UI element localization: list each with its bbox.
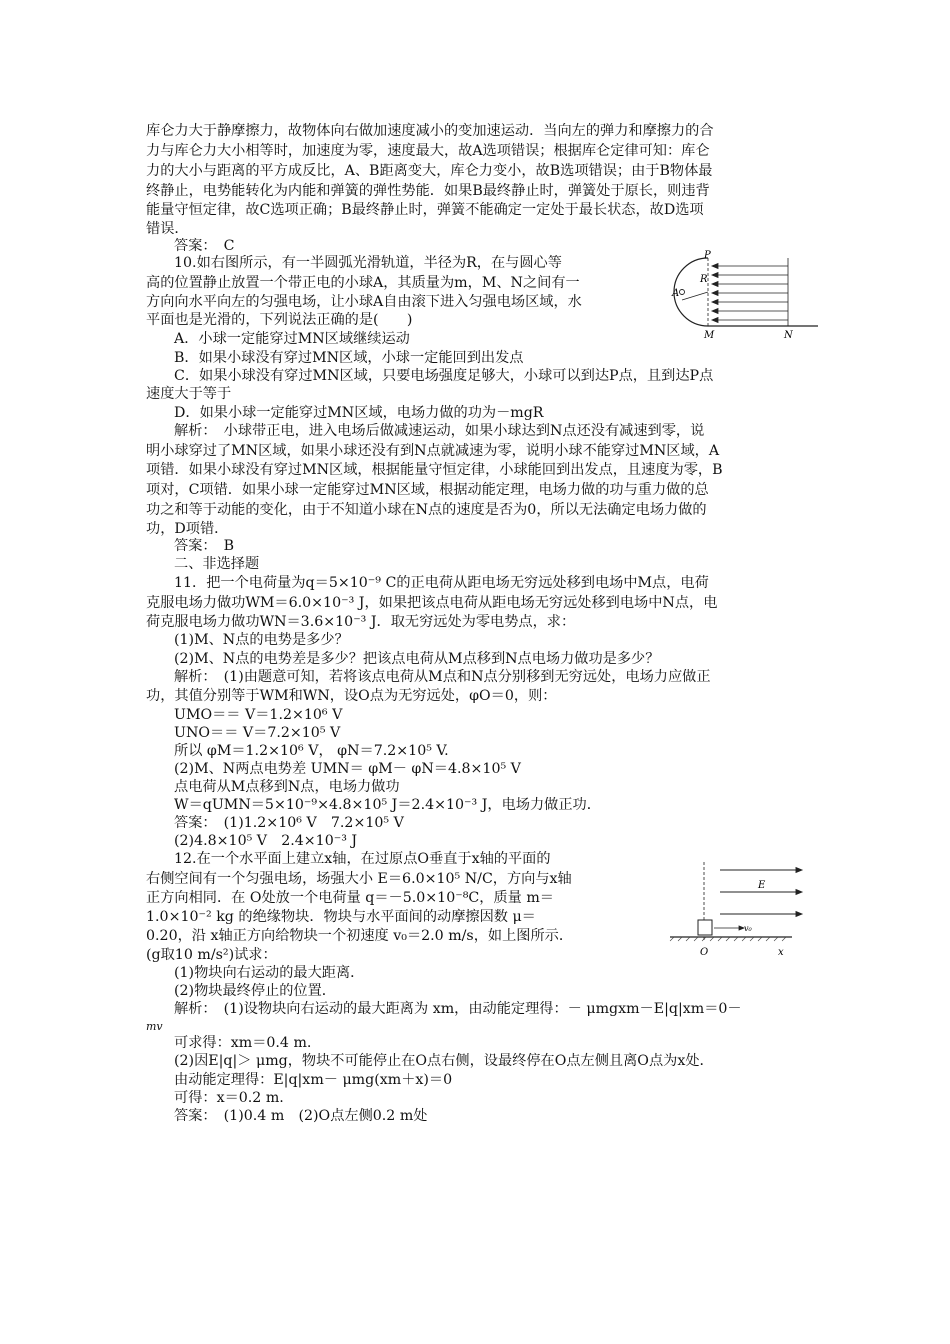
formula-line: UNO＝＝ V＝7.2×10⁵ V <box>174 725 341 741</box>
label-r: R <box>700 274 708 285</box>
text-line: 终静止，电势能转化为内能和弹簧的弹性势能．如果B最终静止时，弹簧处于原长，则违背 <box>146 183 710 199</box>
question-11: 11．把一个电荷量为q＝5×10⁻⁹ C的正电荷从距电场无穷远处移到电场中M点，电荷 <box>174 575 709 591</box>
analysis-line: 解析： (1)由题意可知，若将该点电荷从M点和N点分别移到无穷远处，电场力应做正 <box>174 669 711 685</box>
text-line: (g取10 m/s²)试求： <box>146 947 277 963</box>
velocity-arrow <box>714 926 744 930</box>
text-line: 能量守恒定律，故C选项正确；B最终静止时，弹簧不能确定一定处于最长状态，故D选项 <box>146 202 704 218</box>
answer-line: 答案： B <box>174 538 235 554</box>
field-lines-right <box>720 868 802 917</box>
text-line: 右侧空间有一个匀强电场，场强大小 E＝6.0×10⁵ N/C，方向与x轴 <box>146 871 572 887</box>
text-line: 功之和等于动能的变化，由于不知道小球在N点的速度是否为0，所以无法确定电场力做的 <box>146 502 707 518</box>
text-line: 项错．如果小球没有穿过MN区域，根据能量守恒定律，小球能回到出发点，且速度为零，B <box>146 462 723 478</box>
text-line: 库仑力大于静摩擦力，故物体向右做加速度减小的变加速运动．当向左的弹力和摩擦力的合 <box>146 123 714 139</box>
text-line: 错误． <box>146 221 189 237</box>
text-line: 高的位置静止放置一个带正电的小球A，其质量为m，M、N之间有一 <box>146 275 580 291</box>
formula-fragment: mv <box>146 1020 163 1033</box>
block <box>698 920 712 935</box>
option-c: C．如果小球没有穿过MN区域，只要电场强度足够大，小球可以到达P点，且到达P点 <box>174 368 714 384</box>
text-line: 速度大于等于 <box>146 386 232 402</box>
analysis-line: 解析： (1)设物块向右运动的最大距离为 xm，由动能定理得：－ μmgxm－E|q|xm＝0－ <box>174 1001 742 1017</box>
block-field-figure <box>668 858 818 960</box>
text-line: 点电荷从M点移到N点，电场力做功 <box>174 779 400 795</box>
formula-line: (2)M、N两点电势差 UMN＝ φM－ φN＝4.8×10⁵ V <box>174 761 521 777</box>
text-line: 项对，C项错．如果小球一定能穿过MN区域，根据动能定理，电场力做的功与重力做的总 <box>146 482 709 498</box>
answer-line: 答案： C <box>174 238 235 254</box>
text-line: 功，D项错． <box>146 521 229 537</box>
text-line: 平面也是光滑的，下列说法正确的是( ) <box>146 312 413 328</box>
question-10: 10.如右图所示，有一半圆弧光滑轨道，半径为R，在与圆心等 <box>174 255 562 271</box>
field-lines-left <box>712 264 788 323</box>
radius-line <box>682 292 708 300</box>
formula-line: UMO＝＝ V＝1.2×10⁶ V <box>174 707 343 723</box>
option-d: D．如果小球一定能穿过MN区域，电场力做的功为－mgR <box>174 405 544 421</box>
text-line: 荷克服电场力做功WN＝3.6×10⁻³ J．取无穷远处为零电势点，求： <box>146 614 576 630</box>
ball-a <box>680 290 685 295</box>
label-n: N <box>784 330 793 341</box>
text-line: 可得：x＝0.2 m. <box>174 1090 284 1106</box>
option-a: A．小球一定能穿过MN区域继续运动 <box>174 331 410 347</box>
text-line: 0.20，沿 x轴正方向给物块一个初速度 v₀＝2.0 m/s，如上图所示． <box>146 928 574 944</box>
label-x: x <box>778 947 784 958</box>
text-line: 功，其值分别等于WM和WN，设O点为无穷远处，φO＝0，则： <box>146 688 557 704</box>
label-e: E <box>758 880 766 891</box>
answer-line: 答案： (1)1.2×10⁶ V 7.2×10⁵ V <box>174 815 404 831</box>
text-line: (2)M、N点的电势差是多少？把该点电荷从M点移到N点电场力做功是多少？ <box>174 651 660 667</box>
analysis-line: 解析： 小球带正电，进入电场后做减速运动，如果小球达到N点还没有减速到零，说 <box>174 423 705 439</box>
question-12: 12.在一个水平面上建立x轴，在过原点O垂直于x轴的平面的 <box>174 851 551 867</box>
label-v0: v₀ <box>744 924 752 933</box>
label-o: O <box>700 947 709 958</box>
text-line: 1.0×10⁻² kg 的绝缘物块．物块与水平面间的动摩擦因数 μ＝ <box>146 909 536 925</box>
text-line: 明小球穿过了MN区域，如果小球还没有到N点就减速为零，说明小球不能穿过MN区域，A <box>146 443 720 459</box>
label-p: P <box>704 250 711 261</box>
option-b: B．如果小球没有穿过MN区域，小球一定能回到出发点 <box>174 350 524 366</box>
answer-line: (2)4.8×10⁵ V 2.4×10⁻³ J <box>174 833 358 849</box>
text-line: 方向向水平向左的匀强电场，让小球A自由滚下进入匀强电场区域，水 <box>146 294 582 310</box>
text-line: 可求得：xm＝0.4 m. <box>174 1035 312 1051</box>
answer-line: 答案： (1)0.4 m (2)O点左侧0.2 m处 <box>174 1108 428 1124</box>
label-a: A <box>672 288 680 299</box>
formula-line: 所以 φM＝1.2×10⁶ V， φN＝7.2×10⁵ V. <box>174 743 449 759</box>
text-line: 力的大小与距离的平方成反比，A、B距离变大，库仑力变小，故B选项错误；由于B物体最 <box>146 163 713 179</box>
label-m: M <box>704 330 715 341</box>
text-line: 力与库仑力大小相等时，加速度为零，速度最大，故A选项错误；根据库仑定律可知：库仑 <box>146 143 710 159</box>
text-line: (1)物块向右运动的最大距离． <box>174 965 365 981</box>
text-line: (2)物块最终停止的位置． <box>174 983 336 999</box>
section-heading: 二、非选择题 <box>174 556 260 572</box>
text-line: 克服电场力做功WM＝6.0×10⁻³ J，如果把该点电荷从距电场无穷远处移到电场中N点，电 <box>146 595 718 611</box>
semicircle-track-figure <box>668 250 826 341</box>
text-line: (1)M、N点的电势是多少？ <box>174 632 349 648</box>
text-line: (2)因E|q|＞ μmg，物块不可能停止在O点右侧，设最终停在O点左侧且离O点为x处． <box>174 1053 714 1069</box>
formula-line: 由动能定理得：E|q|xm－ μmg(xm＋x)＝0 <box>174 1072 453 1088</box>
text-line: 正方向相同．在 O处放一个电荷量 q＝－5.0×10⁻⁸C，质量 m＝ <box>146 890 554 906</box>
formula-line: W＝qUMN＝5×10⁻⁹×4.8×10⁵ J＝2.4×10⁻³ J，电场力做正功． <box>174 797 601 813</box>
